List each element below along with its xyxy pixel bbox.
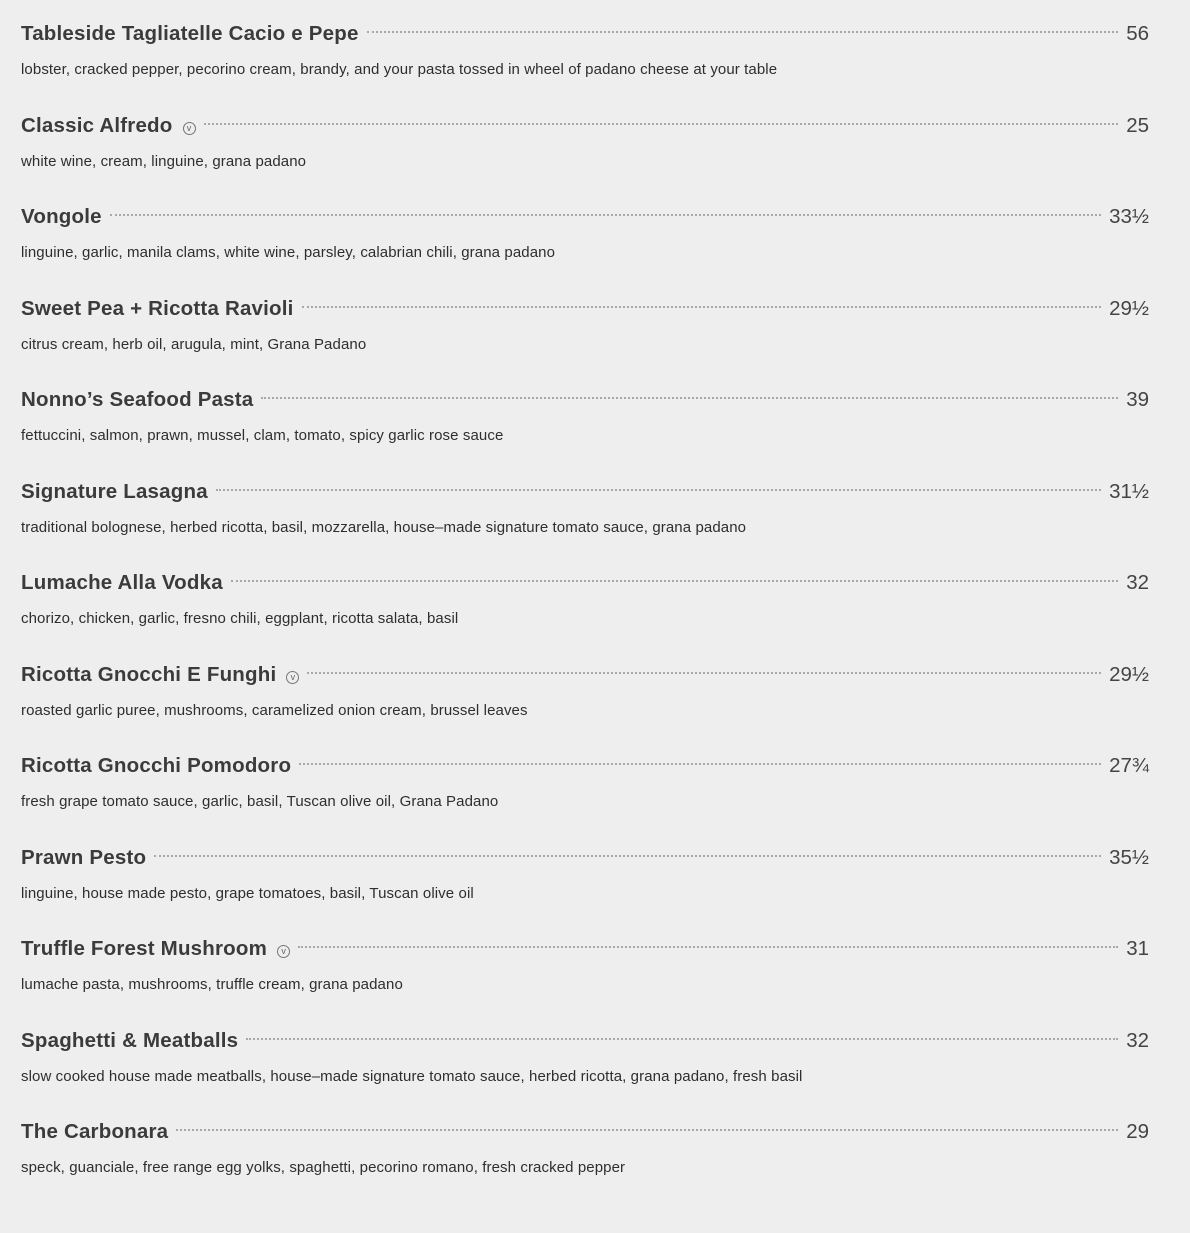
menu-item-header [21, 663, 1149, 697]
vegetarian-icon: v [286, 671, 299, 684]
dish-price: 31½ [1109, 479, 1149, 503]
dish-price: 32 [1126, 1028, 1149, 1052]
dish-name: The Carbonara [21, 1120, 169, 1143]
menu-item-header [21, 22, 1149, 56]
menu-item [21, 1029, 1149, 1121]
menu-item [21, 1120, 1149, 1212]
dish-name: Sweet Pea + Ricotta Ravioli [21, 296, 294, 320]
dish-name: Vongole [21, 205, 102, 228]
dish-price: 25 [1126, 113, 1149, 137]
menu-item-header [21, 937, 1149, 971]
dish-description: fresh grape tomato sauce, garlic, basil, Tuscan olive oil, Grana Padano [21, 793, 499, 810]
dot-leader [154, 855, 1101, 857]
dish-name: Lumache Alla Vodka [21, 571, 223, 594]
dish-description: linguine, garlic, manila clams, white wine, parsley, calabrian chili, grana padano [21, 244, 556, 261]
dish-description: slow cooked house made meatballs, house–made signature tomato sauce, herbed ricotta, grana padano, fresh basil [21, 1067, 803, 1085]
dish-description: fettuccini, salmon, prawn, mussel, clam, tomato, spicy garlic rose sauce [21, 427, 504, 444]
vegetarian-icon: v [277, 945, 290, 958]
menu-item [21, 480, 1149, 572]
dish-price: 39 [1126, 388, 1149, 411]
menu-item-header [21, 846, 1149, 880]
dot-leader [231, 580, 1118, 582]
dish-price: 35½ [1109, 845, 1149, 869]
dot-leader [367, 31, 1119, 33]
menu-item [21, 754, 1149, 846]
menu-item-header [21, 388, 1149, 422]
dish-name: Signature Lasagna [21, 479, 208, 503]
dish-name: Nonno’s Seafood Pasta [21, 388, 254, 411]
dot-leader [307, 672, 1101, 674]
menu-item-header [21, 297, 1149, 331]
dish-description: white wine, cream, linguine, grana padano [21, 152, 307, 170]
dish-description: lumache pasta, mushrooms, truffle cream, grana padano [21, 976, 403, 993]
menu-item [21, 571, 1149, 663]
dish-name: Spaghetti & Meatballs [21, 1028, 239, 1052]
menu-item-header [21, 480, 1149, 514]
dish-description: traditional bolognese, herbed ricotta, basil, mozzarella, house–made signature tomato sauce, grana padano [21, 518, 747, 536]
dot-leader [298, 946, 1118, 948]
dish-price: 33½ [1109, 205, 1149, 228]
dish-price: 29 [1126, 1120, 1149, 1143]
dish-price: 56 [1126, 22, 1149, 45]
dot-leader [204, 123, 1119, 125]
dish-name: Truffle Forest Mushroom [21, 937, 268, 960]
dish-description: citrus cream, herb oil, arugula, mint, Grana Padano [21, 335, 367, 353]
menu-item [21, 388, 1149, 480]
dish-name: Ricotta Gnocchi Pomodoro [21, 754, 292, 777]
menu-item-header [21, 1120, 1149, 1154]
menu-item-header [21, 1029, 1149, 1063]
dot-leader [299, 763, 1101, 765]
dish-description: chorizo, chicken, garlic, fresno chili, eggplant, ricotta salata, basil [21, 610, 459, 627]
menu-item [21, 846, 1149, 938]
dish-price: 29½ [1109, 296, 1149, 320]
dish-price: 31 [1126, 937, 1149, 960]
dish-name: Ricotta Gnocchi E Funghi [21, 662, 277, 686]
menu-item [21, 297, 1149, 389]
menu-item [21, 22, 1149, 114]
dot-leader [302, 306, 1102, 308]
dish-description: lobster, cracked pepper, pecorino cream, brandy, and your pasta tossed in wheel of padano cheese at your table [21, 61, 778, 78]
dot-leader [110, 214, 1101, 216]
menu-item-header [21, 571, 1149, 605]
menu-item [21, 663, 1149, 755]
dish-name: Prawn Pesto [21, 845, 147, 869]
dish-name: Classic Alfredo [21, 113, 173, 137]
menu-item-header [21, 754, 1149, 788]
menu-item-header [21, 114, 1149, 148]
pasta-menu [21, 22, 1149, 1212]
menu-item [21, 205, 1149, 297]
menu-item-header [21, 205, 1149, 239]
dot-leader [176, 1129, 1118, 1131]
dish-name: Tableside Tagliatelle Cacio e Pepe [21, 22, 359, 45]
dot-leader [216, 489, 1101, 491]
dot-leader [261, 397, 1118, 399]
dish-description: speck, guanciale, free range egg yolks, spaghetti, pecorino romano, fresh cracked pepper [21, 1159, 626, 1176]
dish-price: 32 [1126, 571, 1149, 594]
dish-price: 29½ [1109, 662, 1149, 686]
dot-leader [246, 1038, 1118, 1040]
dish-price: 27¾ [1109, 754, 1149, 777]
menu-item [21, 937, 1149, 1029]
menu-item [21, 114, 1149, 206]
vegetarian-icon: v [183, 122, 196, 135]
dish-description: roasted garlic puree, mushrooms, caramelized onion cream, brussel leaves [21, 701, 528, 719]
dish-description: linguine, house made pesto, grape tomatoes, basil, Tuscan olive oil [21, 884, 474, 902]
